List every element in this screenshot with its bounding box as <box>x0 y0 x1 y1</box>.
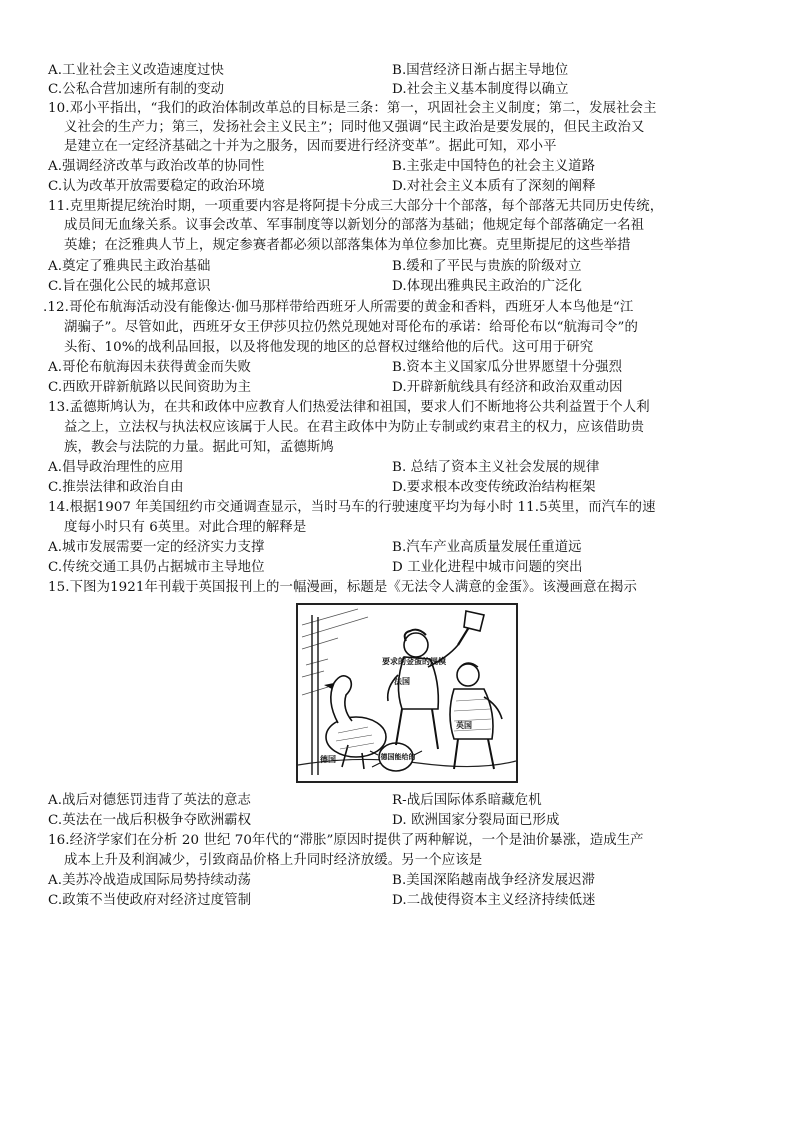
q16-option-d[interactable]: D.二战使得资本主义经济持续低迷 <box>392 893 596 908</box>
q11-stem-line-1: 11.克里斯提尼统治时期，一项重要内容是将阿提卡分成三大部分十个部落，每个部落无共同历史传统， <box>48 199 664 214</box>
label-britain: 英国 <box>456 721 472 730</box>
q11-option-a[interactable]: A.奠定了雅典民主政治基础 <box>48 259 211 274</box>
q12-option-c[interactable]: C.西欧开辟新航路以民间资助为主 <box>48 380 252 395</box>
q13-option-a[interactable]: A.倡导政治理性的应用 <box>48 460 184 475</box>
q11-option-d[interactable]: D.体现出雅典民主政治的广泛化 <box>392 279 583 294</box>
cartoon-golden-egg <box>296 603 518 783</box>
q16-option-b[interactable]: B.美国深陷越南战争经济发展迟滞 <box>392 873 596 888</box>
q9-option-d[interactable]: D.社会主义基本制度得以确立 <box>392 82 569 97</box>
q12-option-d[interactable]: D.开辟新航线具有经济和政治双重动因 <box>392 380 623 395</box>
q15-option-a[interactable]: A.战后对德惩罚违背了英法的意志 <box>48 793 251 808</box>
label-france: 法国 <box>394 677 410 686</box>
q13-stem-line-1: 13.孟德斯鸠认为，在共和政体中应教育人们热爱法律和祖国，要求人们不断地将公共利益置于个人利 <box>48 400 650 415</box>
q13-option-b[interactable]: B. 总结了资本主义社会发展的规律 <box>392 460 600 475</box>
frenchman-figure <box>388 630 458 749</box>
q10-stem-line-3: 是建立在一定经济基础之十并为之服务，因而要进行经济变革”。据此可知，邓小平 <box>64 139 557 154</box>
q16-option-a[interactable]: A.美苏冷战造成国际局势持续动荡 <box>48 873 251 888</box>
q10-option-b[interactable]: B.主张走中国特色的社会主义道路 <box>392 159 596 174</box>
q12-option-b[interactable]: B.资本主义国家瓜分世界愿望十分强烈 <box>392 360 623 375</box>
q13-option-d[interactable]: D.要求根本改变传统政治结构框架 <box>392 480 596 495</box>
q9-option-c[interactable]: C.公私合营加速所有制的变动 <box>48 82 225 97</box>
q16-stem-line-1: 16.经济学家们在分析 20 世纪 70年代的“滞胀”原因时提供了两种解说，一个是油价暴涨，造成生产 <box>48 833 644 848</box>
label-demand: 要求的金蛋的规模 <box>382 657 446 666</box>
q12-stem-line-1: .12.哥伦布航海活动没有能像达·伽马那样带给西班牙人所需要的黄金和香料，西班牙人本鸟他是“江 <box>43 300 634 315</box>
q15-option-b[interactable]: R-战后国际体系暗藏危机 <box>392 793 542 808</box>
label-germany: 德国 <box>320 755 336 764</box>
q10-stem-line-1: 10.邓小平指出，“我们的政治体制改革总的目标是三条：第一，巩固社会主义制度；第二，发展社会主 <box>48 101 657 116</box>
q12-stem-line-3: 头衔、10%的战利品回报，以及将他发现的地区的总督权过继给他的后代。这可用于研究 <box>64 340 594 355</box>
cartoon-doorframe <box>312 615 318 775</box>
q11-option-c[interactable]: C.旨在强化公民的城邦意识 <box>48 279 211 294</box>
q10-option-d[interactable]: D.对社会主义本质有了深刻的阐释 <box>392 179 596 194</box>
q16-stem-line-2: 成本上升及利润减少，引致商品价格上升同时经济放缓。另一个应该是 <box>64 853 483 868</box>
q16-option-c[interactable]: C.政策不当使政府对经济过度管制 <box>48 893 252 908</box>
axe-icon <box>458 611 484 645</box>
q13-stem-line-2: 益之上，立法权与执法权应该属于人民。在君主政体中为防止专制或约束君主的权力，应该借助贵 <box>64 420 645 435</box>
q10-option-c[interactable]: C.认为改革开放需要稳定的政治环境 <box>48 179 265 194</box>
q15-option-c[interactable]: C.英法在一战后积极争夺欧洲霸权 <box>48 813 252 828</box>
q15-stem: 15.下图为1921年刊载于英国报刊上的一幅漫画，标题是《无法令人满意的金蛋》。该漫画意在揭示 <box>48 580 637 595</box>
q12-option-a[interactable]: A.哥伦布航海因未获得黄金而失败 <box>48 360 251 375</box>
q10-option-a[interactable]: A.强调经济改革与政治改革的协同性 <box>48 159 265 174</box>
q14-option-d[interactable]: D 工业化进程中城市问题的突出 <box>392 560 583 575</box>
q10-stem-line-2: 义社会的生产力；第三，发扬社会主义民主”；同时他又强调“民主政治是要发展的，但民主政治又 <box>64 120 645 135</box>
q15-option-d[interactable]: D. 欧洲国家分裂局面已形成 <box>392 813 560 828</box>
q14-stem-line-1: 14.根据1907 年美国纽约市交通调查显示，当时马车的行驶速度平均为每小时 11.5英里，而汽车的速 <box>48 500 656 515</box>
label-egg: 德国能给的 <box>380 753 416 761</box>
q14-option-a[interactable]: A.城市发展需要一定的经济实力支撑 <box>48 540 265 555</box>
q13-stem-line-3: 族，教会与法院的力量。据此可知，孟德斯鸠 <box>64 440 334 455</box>
q9-option-b[interactable]: B.国营经济日渐占据主导地位 <box>392 63 569 78</box>
q11-stem-line-2: 成员间无血缘关系。议事会改革、军事制度等以新划分的部落为基础；他规定每个部落确定一名祖 <box>64 218 645 233</box>
q12-stem-line-2: 湖骗子”。尽管如此，西班牙女王伊莎贝拉仍然兑现她对哥伦布的承诺：给哥伦布以“航海司令”的 <box>64 320 638 335</box>
q9-option-a[interactable]: A.工业社会主义改造速度过快 <box>48 63 225 78</box>
q14-stem-line-2: 度每小时只有 6英里。对此合理的解释是 <box>64 520 307 535</box>
englishman-figure <box>450 663 502 769</box>
q13-option-c[interactable]: C.推崇法律和政治自由 <box>48 480 184 495</box>
q11-option-b[interactable]: B.缓和了平民与贵族的阶级对立 <box>392 259 582 274</box>
q11-stem-line-3: 英雄；在泛雅典人节上，规定参赛者都必须以部落集体为单位参加比赛。克里斯提尼的这些举措 <box>64 238 631 253</box>
q14-option-b[interactable]: B.汽车产业高质量发展任重道远 <box>392 540 582 555</box>
q14-option-c[interactable]: C.传统交通工具仍占据城市主导地位 <box>48 560 265 575</box>
